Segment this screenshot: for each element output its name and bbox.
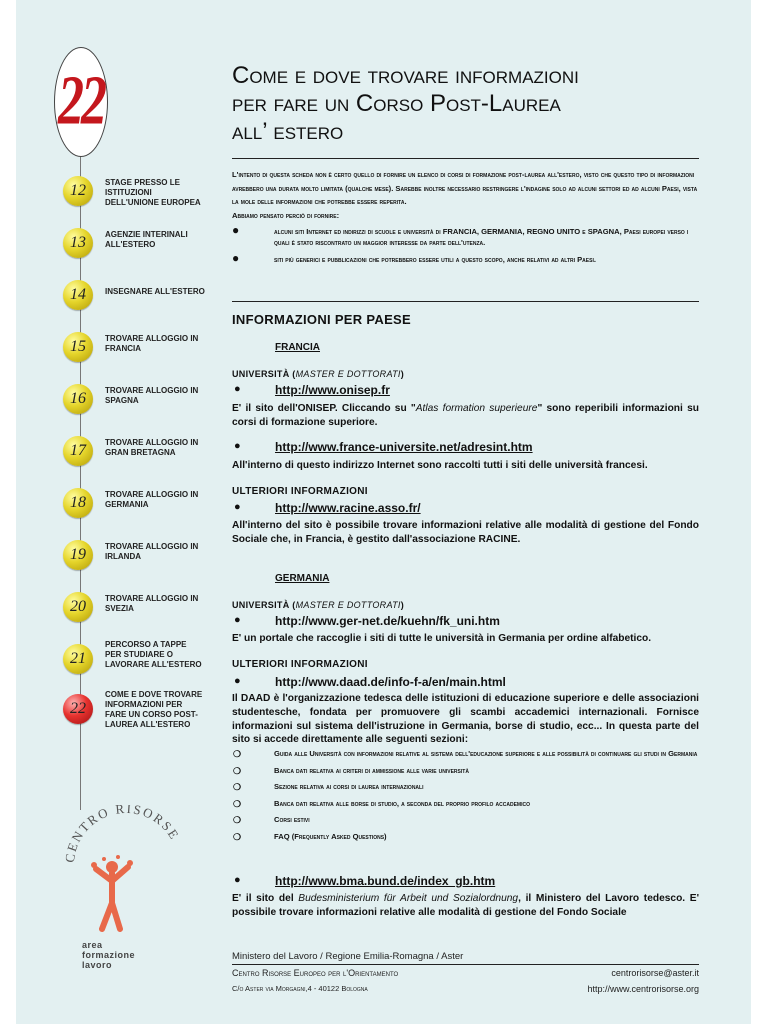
chapter-number-badge (54, 47, 108, 157)
onisep-link[interactable]: http://www.onisep.fr (275, 383, 390, 397)
intro-block (232, 168, 699, 271)
sidebar-item-label: TROVARE ALLOGGIO IN SPAGNA (105, 386, 199, 405)
footer-organization: Centro Risorse Europeo per l'Orientamento (232, 968, 399, 978)
logo-line: area (82, 940, 103, 950)
bullet-icon: ● (234, 675, 241, 687)
list-item: ❍ Guida alle Università con informazioni relative al sistema dell'educazione superiore e alle possibilità di continuare gli studi in Germania (233, 749, 698, 759)
chapter-number: 22 (58, 62, 104, 140)
chapter-circle-number: 12 (70, 182, 86, 199)
chapter-circle-icon (63, 644, 93, 674)
circle-bullet-icon: ❍ (233, 798, 242, 809)
more-info-heading: ULTERIORI INFORMAZIONI (232, 486, 368, 497)
intro-rule (232, 301, 699, 302)
chapter-circle-number: 19 (70, 546, 86, 563)
racine-description: All'interno del sito è possibile trovare informazioni relative alle modalità di gestione del Fondo Sociale che, in Francia, è gestito dall'associazione RACINE. (232, 520, 699, 545)
sidebar-item-13[interactable] (63, 228, 233, 268)
sidebar-item-19[interactable] (63, 540, 233, 580)
list-item: ❍ Corsi estivi (233, 815, 310, 825)
france-universite-link[interactable]: http://www.france-universite.net/adresint.htm (275, 440, 533, 454)
chapter-circle-icon (63, 592, 93, 622)
sidebar-item-12[interactable] (63, 176, 233, 216)
footer-address: C/o Aster via Morgagni,4 - 40122 Bologna (232, 984, 368, 993)
bullet-icon: ● (234, 874, 241, 886)
logo-arc-text: CENTRO RISORSE (61, 805, 183, 864)
circle-bullet-icon: ❍ (233, 831, 242, 842)
sidebar-item-label: TROVARE ALLOGGIO IN IRLANDA (105, 542, 199, 561)
university-subheading: UNIVERSITÀ (MASTER E DOTTORATI) (232, 369, 404, 379)
chapter-circle-number: 13 (70, 234, 86, 251)
chapter-circle-number: 15 (70, 338, 86, 355)
logo-line: lavoro (82, 960, 113, 970)
person-icon (88, 855, 136, 935)
racine-link[interactable]: http://www.racine.asso.fr/ (275, 501, 421, 515)
sidebar-item-20[interactable] (63, 592, 233, 632)
page (16, 0, 751, 1024)
title-rule (232, 158, 699, 159)
list-item: ❍ Sezione relativa ai corsi di laurea internazionali (233, 782, 424, 792)
sidebar-item-17[interactable] (63, 436, 233, 476)
footer-website-link[interactable]: http://www.centrorisorse.org (587, 984, 699, 994)
chapter-circle-number: 14 (70, 286, 86, 303)
chapter-circle-icon (63, 488, 93, 518)
footer-email-link[interactable]: centrorisorse@aster.it (611, 968, 699, 978)
university-subheading: UNIVERSITÀ (MASTER E DOTTORATI) (232, 600, 404, 610)
bullet-icon: ● (232, 223, 240, 238)
chapter-circle-number: 21 (70, 650, 86, 667)
daad-sections-list (232, 749, 699, 848)
chapter-circle-icon (63, 384, 93, 414)
title-line: Come e dove trovare informazioni (232, 62, 579, 89)
france-universite-description: All'interno di questo indirizzo Internet sono raccolti tutti i siti delle università francesi. (232, 460, 648, 471)
sidebar-item-label: STAGE PRESSO LE ISTITUZIONI DELL'UNIONE EUROPEA (105, 178, 201, 207)
chapter-circle-icon (63, 228, 93, 258)
bullet-icon: ● (232, 251, 240, 266)
footer-sponsors: Ministero del Lavoro / Regione Emilia-Romagna / Aster (232, 951, 464, 962)
chapter-circle-number: 20 (70, 598, 86, 615)
list-item: ● alcuni siti Internet ed indirizzi di scuole e università di FRANCIA, GERMANIA, REGNO UNITO e SPAGNA, Paesi europei verso i quali è stato riscontrato un maggior interesse da parte dell'utenza. (232, 223, 689, 248)
list-item: ❍ Banca dati relativa alle borse di studio, a seconda del proprio profilo accademico (233, 798, 530, 809)
ger-net-description: E' un portale che raccoglie i siti di tutte le università in Germania per ordine alfabetico. (232, 633, 652, 644)
list-item: ❍ Banca dati relativa ai criteri di ammissione alle varie università (233, 765, 469, 776)
chapter-circle-number: 22 (70, 700, 86, 717)
chapter-circle-icon (63, 176, 93, 206)
page-title (232, 62, 702, 146)
bullet-icon: ● (234, 383, 241, 395)
intro-bullet-list (232, 223, 699, 266)
circle-bullet-icon: ❍ (233, 815, 242, 825)
sidebar-item-15[interactable] (63, 332, 233, 372)
sidebar-item-14[interactable] (63, 280, 233, 320)
sidebar-item-label: TROVARE ALLOGGIO IN SVEZIA (105, 594, 199, 613)
title-line: per fare un Corso Post-Laurea (232, 90, 561, 117)
bma-description: E' il sito del Budesministerium für Arbeit und Sozialordnung, il Ministero del Lavoro tedesco. E' possibile trovare informazioni relative alle modalità di gestione del Fondo Sociale (232, 893, 699, 918)
country-heading-germany: GERMANIA (275, 573, 330, 584)
circle-bullet-icon: ❍ (233, 782, 242, 792)
sidebar-item-label: INSEGNARE ALL'ESTERO (105, 287, 205, 296)
chapter-circle-icon (63, 540, 93, 570)
logo-wordmark (82, 940, 172, 980)
chapter-circle-number: 17 (70, 442, 86, 459)
intro-paragraph: L'intento di questa scheda non è certo quello di fornire un elenco di corsi di formazione post-laurea all'estero, visto che questo tipo di informazioni avrebbero una durata molto limitata (qualche mese). Sarebbe inoltre necessario restringere l'indagine solo ad alcuni settori ed ad alcuni Paesi, vista la mole delle informazioni che potrebbe essere reperita. (232, 170, 698, 207)
bullet-icon: ● (234, 614, 241, 626)
chapter-circle-icon (63, 694, 93, 724)
sidebar-item-label: TROVARE ALLOGGIO IN GRAN BRETAGNA (105, 438, 199, 457)
ger-net-link[interactable]: http://www.ger-net.de/kuehn/fk_uni.htm (275, 614, 500, 628)
sidebar-item-22[interactable] (63, 690, 233, 734)
section-heading: INFORMAZIONI PER PAESE (232, 312, 411, 327)
sidebar-item-label: AGENZIE INTERINALI ALL'ESTERO (105, 230, 188, 249)
chapter-circle-number: 18 (70, 494, 86, 511)
country-heading-france: FRANCIA (275, 342, 320, 353)
chapter-circle-icon (63, 332, 93, 362)
sidebar-item-label: TROVARE ALLOGGIO IN FRANCIA (105, 334, 199, 353)
sidebar-item-16[interactable] (63, 384, 233, 424)
chapter-circle-icon (63, 280, 93, 310)
bma-link[interactable]: http://www.bma.bund.de/index_gb.htm (275, 874, 496, 888)
title-line: all’ estero (232, 118, 344, 145)
sidebar-item-label: TROVARE ALLOGGIO IN GERMANIA (105, 490, 199, 509)
list-item: ❍ FAQ (Frequently Asked Questions) (233, 831, 387, 842)
sidebar-item-18[interactable] (63, 488, 233, 528)
onisep-description: E' il sito dell'ONISEP. Cliccando su "Atlas formation superieure" sono reperibili informazioni su corsi di formazione superiore. (232, 403, 699, 428)
sidebar-item-21[interactable] (63, 640, 233, 684)
more-info-heading: ULTERIORI INFORMAZIONI (232, 659, 368, 670)
sidebar-item-label: COME E DOVE TROVARE INFORMAZIONI PER FARE UN CORSO POST-LAUREA ALL'ESTERO (105, 690, 203, 729)
circle-bullet-icon: ❍ (233, 749, 242, 759)
chapter-circle-number: 16 (70, 390, 86, 407)
daad-description: Il DAAD è l'organizzazione tedesca delle istituzioni di educazione superiore e delle associazioni studentesche, fondata per promuovere gli scambi accademici internazionali. Fornisce informazioni sul sistema dell'istruzione in Germania, borse di studio, ecc... In questa parte del sito si accede direttamente alle seguenti sezioni: (232, 693, 699, 746)
bullet-icon: ● (234, 501, 241, 513)
chapter-circle-icon (63, 436, 93, 466)
sidebar-item-label: PERCORSO A TAPPE PER STUDIARE O LAVORARE ALL'ESTERO (105, 640, 202, 669)
list-item: ● siti più generici e pubblicazioni che potrebbero essere utili a questo scopo, anche relativi ad altri Paesi. (232, 251, 596, 266)
circle-bullet-icon: ❍ (233, 765, 242, 776)
footer-rule (232, 964, 699, 965)
bullet-icon: ● (234, 440, 241, 452)
daad-link[interactable]: http://www.daad.de/info-f-a/en/main.html (275, 675, 506, 689)
logo-line: formazione (82, 950, 136, 960)
intro-lead: Abbiamo pensato perciò di fornire: (232, 210, 340, 220)
